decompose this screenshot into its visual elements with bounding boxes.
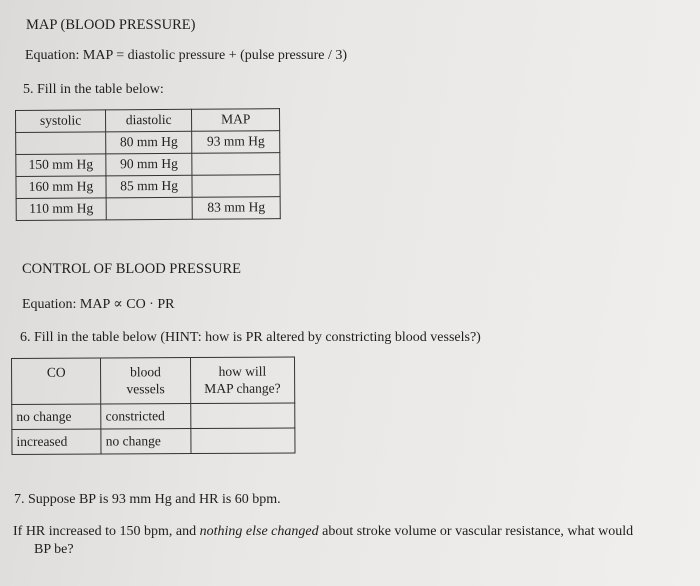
header-co: CO <box>12 358 102 404</box>
cell-map[interactable] <box>192 175 280 198</box>
table-header-row <box>12 357 295 404</box>
map-table <box>15 108 281 221</box>
control-table <box>11 357 296 455</box>
section-title-control: CONTROL OF BLOOD PRESSURE <box>22 261 242 277</box>
header-map-change: how will MAP change? <box>190 357 295 404</box>
cell-systolic[interactable] <box>16 132 106 155</box>
table-row <box>12 403 295 429</box>
cell-diastolic[interactable] <box>106 197 192 220</box>
header-systolic: systolic <box>16 110 106 133</box>
table-row <box>16 175 280 199</box>
cell-map: 83 mm Hg <box>192 197 280 220</box>
header-map: MAP <box>192 109 280 132</box>
section-title-map: MAP (BLOOD PRESSURE) <box>26 17 196 33</box>
cell-map[interactable] <box>192 153 280 176</box>
table-row <box>16 131 280 155</box>
table-row <box>12 428 295 454</box>
map-equation: Equation: MAP = diastolic pressure + (pulse pressure / 3) <box>25 48 348 63</box>
cell-co: increased <box>12 429 101 454</box>
question-6: 6. Fill in the table below (HINT: how is PR altered by constricting blood vessels?) <box>20 330 481 345</box>
question-7: 7. Suppose BP is 93 mm Hg and HR is 60 bpm. <box>14 492 281 507</box>
cell-systolic: 110 mm Hg <box>16 198 106 221</box>
cell-blood-vessels: no change <box>101 429 190 454</box>
question-7-followup-line2: BP be? <box>34 542 74 557</box>
question-5: 5. Fill in the table below: <box>23 82 164 97</box>
cell-map: 93 mm Hg <box>192 131 280 154</box>
header-diastolic: diastolic <box>106 109 192 132</box>
table-row <box>16 153 280 177</box>
cell-map-change[interactable] <box>190 403 295 429</box>
cell-blood-vessels: constricted <box>101 404 190 429</box>
cell-diastolic: 80 mm Hg <box>106 131 192 154</box>
table-row <box>16 197 280 221</box>
cell-systolic: 160 mm Hg <box>16 176 106 199</box>
cell-diastolic: 85 mm Hg <box>106 175 192 198</box>
cell-diastolic: 90 mm Hg <box>106 153 192 176</box>
header-blood-vessels: blood vessels <box>101 358 191 404</box>
cell-map-change[interactable] <box>190 428 295 454</box>
question-7-followup: If HR increased to 150 bpm, and nothing else changed about stroke volume or vascular resistance, what would <box>13 524 634 539</box>
cell-co: no change <box>12 404 101 429</box>
cell-systolic: 150 mm Hg <box>16 154 106 177</box>
table-header-row <box>16 109 280 133</box>
control-equation: Equation: MAP ∝ CO · PR <box>22 297 175 312</box>
